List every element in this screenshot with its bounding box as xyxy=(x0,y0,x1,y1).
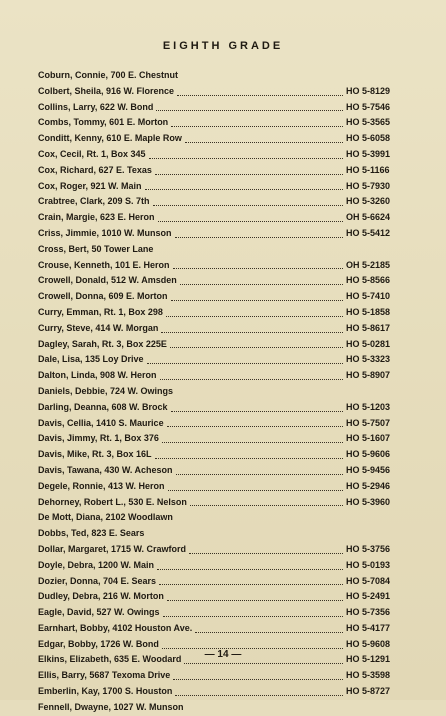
entry-name-address: Crowell, Donald, 512 W. Amsden xyxy=(38,275,177,286)
directory-entry xyxy=(38,84,408,100)
entry-name-address: Davis, Mike, Rt. 3, Box 16L xyxy=(38,449,152,460)
directory-entry xyxy=(38,337,408,353)
directory-entry xyxy=(38,194,408,210)
entry-name-address: Combs, Tommy, 601 E. Morton xyxy=(38,117,169,128)
entry-phone: HO 5-1166 xyxy=(346,164,390,175)
entry-name-address: Crabtree, Clark, 209 S. 7th xyxy=(38,196,150,207)
directory-entry xyxy=(38,605,408,621)
entry-phone: HO 5-1291 xyxy=(346,654,391,665)
entry-name-address: Edgar, Bobby, 1726 W. Bond xyxy=(38,638,159,649)
entry-name-address: Coburn, Connie, 700 E. Chestnut xyxy=(38,70,179,80)
entry-name-address: Dozier, Donna, 704 E. Sears xyxy=(38,575,157,586)
directory-entry xyxy=(38,542,408,558)
entry-name-address: Cox, Roger, 921 W. Main xyxy=(38,180,142,191)
entry-name-address: Dobbs, Ted, 823 E. Sears xyxy=(38,528,145,539)
dot-leader xyxy=(166,307,343,317)
directory-entry xyxy=(38,305,408,321)
entry-phone: HO 5-6058 xyxy=(346,133,391,144)
dot-leader xyxy=(176,465,343,475)
directory-entry xyxy=(38,226,408,242)
page-title: EIGHTH GRADE xyxy=(162,40,284,52)
entry-phone: HO 5-7546 xyxy=(346,101,391,112)
dot-leader xyxy=(180,275,343,285)
entry-phone: HO 5-2491 xyxy=(346,591,391,602)
directory-entry xyxy=(38,574,408,590)
directory-entry xyxy=(38,589,408,605)
entry-name-address: Darling, Deanna, 608 W. Brock xyxy=(38,401,168,412)
directory-entry xyxy=(38,258,408,274)
entry-name-address: Crain, Margie, 623 E. Heron xyxy=(38,212,155,223)
dot-leader xyxy=(171,402,343,412)
entry-name-address: Cox, Richard, 627 E. Texas xyxy=(38,164,152,175)
entry-name-address: Emberlin, Kay, 1700 S. Houston xyxy=(38,686,173,697)
directory-entry xyxy=(38,100,408,116)
page-number: — 14 — xyxy=(204,649,242,660)
directory-entry xyxy=(38,352,408,368)
dot-leader xyxy=(162,433,343,443)
entry-name-address: Eagle, David, 527 W. Owings xyxy=(38,607,160,618)
directory-entry xyxy=(38,684,408,700)
entry-phone: HO 5-9606 xyxy=(346,449,391,460)
directory-entry xyxy=(38,368,408,384)
dot-leader xyxy=(171,117,343,127)
dot-leader xyxy=(155,165,343,175)
entry-phone: HO 5-8617 xyxy=(346,322,391,333)
entry-name-address: Conditt, Kenny, 610 E. Maple Row xyxy=(38,133,182,144)
entry-phone: HO 5-0281 xyxy=(346,338,391,349)
entry-name-address: Crouse, Kenneth, 101 E. Heron xyxy=(38,259,170,270)
entry-phone: HO 5-3598 xyxy=(346,670,391,681)
entry-phone: HO 5-3260 xyxy=(346,196,391,207)
entry-phone: HO 5-7084 xyxy=(346,575,391,586)
directory-entry xyxy=(38,526,408,542)
directory-list xyxy=(38,68,408,716)
dot-leader xyxy=(162,639,343,649)
directory-entry xyxy=(38,416,408,432)
entry-phone: HO 5-1203 xyxy=(346,401,391,412)
entry-phone: HO 5-9456 xyxy=(346,464,391,475)
dot-leader xyxy=(177,86,343,96)
entry-name-address: Dudley, Debra, 216 W. Morton xyxy=(38,591,164,602)
dot-leader xyxy=(149,149,343,159)
directory-entry xyxy=(38,510,408,526)
dot-leader xyxy=(173,670,343,680)
dot-leader xyxy=(168,481,343,491)
entry-name-address: Criss, Jimmie, 1010 W. Munson xyxy=(38,227,172,238)
directory-entry xyxy=(38,668,408,684)
entry-name-address: Fennell, Dwayne, 1027 W. Munson xyxy=(38,701,184,712)
dot-leader xyxy=(167,591,343,601)
dot-leader xyxy=(163,607,343,617)
entry-name-address: Cox, Cecil, Rt. 1, Box 345 xyxy=(38,148,146,159)
dot-leader xyxy=(155,449,343,459)
directory-entry xyxy=(38,463,408,479)
entry-phone: HO 5-3323 xyxy=(346,354,391,365)
dot-leader xyxy=(173,259,343,269)
directory-entry xyxy=(38,273,408,289)
entry-phone: OH 5-2185 xyxy=(346,259,391,270)
directory-entry xyxy=(38,479,408,495)
entry-name-address: Earnhart, Bobby, 4102 Houston Ave. xyxy=(38,622,193,633)
entry-name-address: Dalton, Linda, 908 W. Heron xyxy=(38,370,157,381)
dot-leader xyxy=(157,560,343,570)
entry-name-address: Daniels, Debbie, 724 W. Owings xyxy=(38,385,174,396)
directory-entry xyxy=(38,621,408,637)
entry-name-address: Degele, Ronnie, 413 W. Heron xyxy=(38,480,165,491)
directory-entry xyxy=(38,447,408,463)
directory-entry xyxy=(38,147,408,163)
dot-leader xyxy=(175,686,343,696)
entry-name-address: De Mott, Diana, 2102 Woodlawn xyxy=(38,512,173,523)
entry-name-address: Elkins, Elizabeth, 635 E. Woodard xyxy=(38,654,182,665)
entry-name-address: Davis, Jimmy, Rt. 1, Box 376 xyxy=(38,433,159,444)
dot-leader xyxy=(159,575,343,585)
directory-entry xyxy=(38,495,408,511)
directory-entry xyxy=(38,115,408,131)
entry-phone: HO 5-2946 xyxy=(346,480,391,491)
directory-entry xyxy=(38,558,408,574)
dot-leader xyxy=(170,338,343,348)
entry-name-address: Curry, Steve, 414 W. Morgan xyxy=(38,322,159,333)
entry-name-address: Crowell, Donna, 609 E. Morton xyxy=(38,291,168,302)
entry-phone: HO 5-8727 xyxy=(346,686,391,697)
dot-leader xyxy=(195,623,343,633)
directory-entry xyxy=(38,400,408,416)
entry-phone: HO 5-3960 xyxy=(346,496,391,507)
entry-phone: HO 5-3991 xyxy=(346,148,391,159)
entry-phone: HO 5-9608 xyxy=(346,638,391,649)
entry-phone: HO 5-8129 xyxy=(346,85,391,96)
entry-name-address: Dagley, Sarah, Rt. 3, Box 225E xyxy=(38,338,167,349)
entry-phone: HO 5-0193 xyxy=(346,559,391,570)
entry-name-address: Davis, Cellia, 1410 S. Maurice xyxy=(38,417,164,428)
entry-name-address: Dale, Lisa, 135 Loy Drive xyxy=(38,354,144,365)
entry-name-address: Collins, Larry, 622 W. Bond xyxy=(38,101,154,112)
entry-name-address: Davis, Tawana, 430 W. Acheson xyxy=(38,464,173,475)
entry-name-address: Doyle, Debra, 1200 W. Main xyxy=(38,559,155,570)
dot-leader xyxy=(189,544,343,554)
directory-entry xyxy=(38,289,408,305)
entry-name-address: Ellis, Barry, 5687 Texoma Drive xyxy=(38,670,171,681)
dot-leader xyxy=(158,212,343,222)
entry-phone: HO 5-8907 xyxy=(346,370,391,381)
entry-name-address: Colbert, Sheila, 916 W. Florence xyxy=(38,85,175,96)
directory-entry xyxy=(38,68,408,84)
entry-phone: HO 5-7930 xyxy=(346,180,391,191)
directory-entry xyxy=(38,700,408,716)
directory-entry xyxy=(38,384,408,400)
entry-phone: HO 5-7507 xyxy=(346,417,391,428)
dot-leader xyxy=(153,196,343,206)
dot-leader xyxy=(175,228,343,238)
entry-name-address: Dehorney, Robert L., 530 E. Nelson xyxy=(38,496,187,507)
directory-entry xyxy=(38,179,408,195)
directory-entry xyxy=(38,242,408,258)
dot-leader xyxy=(185,133,343,143)
entry-name-address: Cross, Bert, 50 Tower Lane xyxy=(38,243,154,254)
entry-phone: HO 5-3756 xyxy=(346,543,391,554)
entry-phone: HO 5-1607 xyxy=(346,433,391,444)
dot-leader xyxy=(171,291,343,301)
directory-entry xyxy=(38,321,408,337)
dot-leader xyxy=(145,180,343,190)
dot-leader xyxy=(161,323,343,333)
entry-phone: OH 5-6624 xyxy=(346,212,391,223)
directory-entry xyxy=(38,163,408,179)
entry-name-address: Curry, Emman, Rt. 1, Box 298 xyxy=(38,306,163,317)
entry-phone: HO 5-4177 xyxy=(346,622,391,633)
directory-entry xyxy=(38,210,408,226)
dot-leader xyxy=(160,370,343,380)
dot-leader xyxy=(147,354,343,364)
directory-entry xyxy=(38,131,408,147)
dot-leader xyxy=(167,417,343,427)
directory-entry xyxy=(38,431,408,447)
dot-leader xyxy=(156,101,343,111)
entry-name-address: Dollar, Margaret, 1715 W. Crawford xyxy=(38,543,187,554)
entry-phone: HO 5-7356 xyxy=(346,607,391,618)
entry-phone: HO 5-3565 xyxy=(346,117,391,128)
entry-phone: HO 5-8566 xyxy=(346,275,391,286)
dot-leader xyxy=(190,496,343,506)
entry-phone: HO 5-7410 xyxy=(346,291,391,302)
entry-phone: HO 5-5412 xyxy=(346,227,391,238)
entry-phone: HO 5-1858 xyxy=(346,306,391,317)
